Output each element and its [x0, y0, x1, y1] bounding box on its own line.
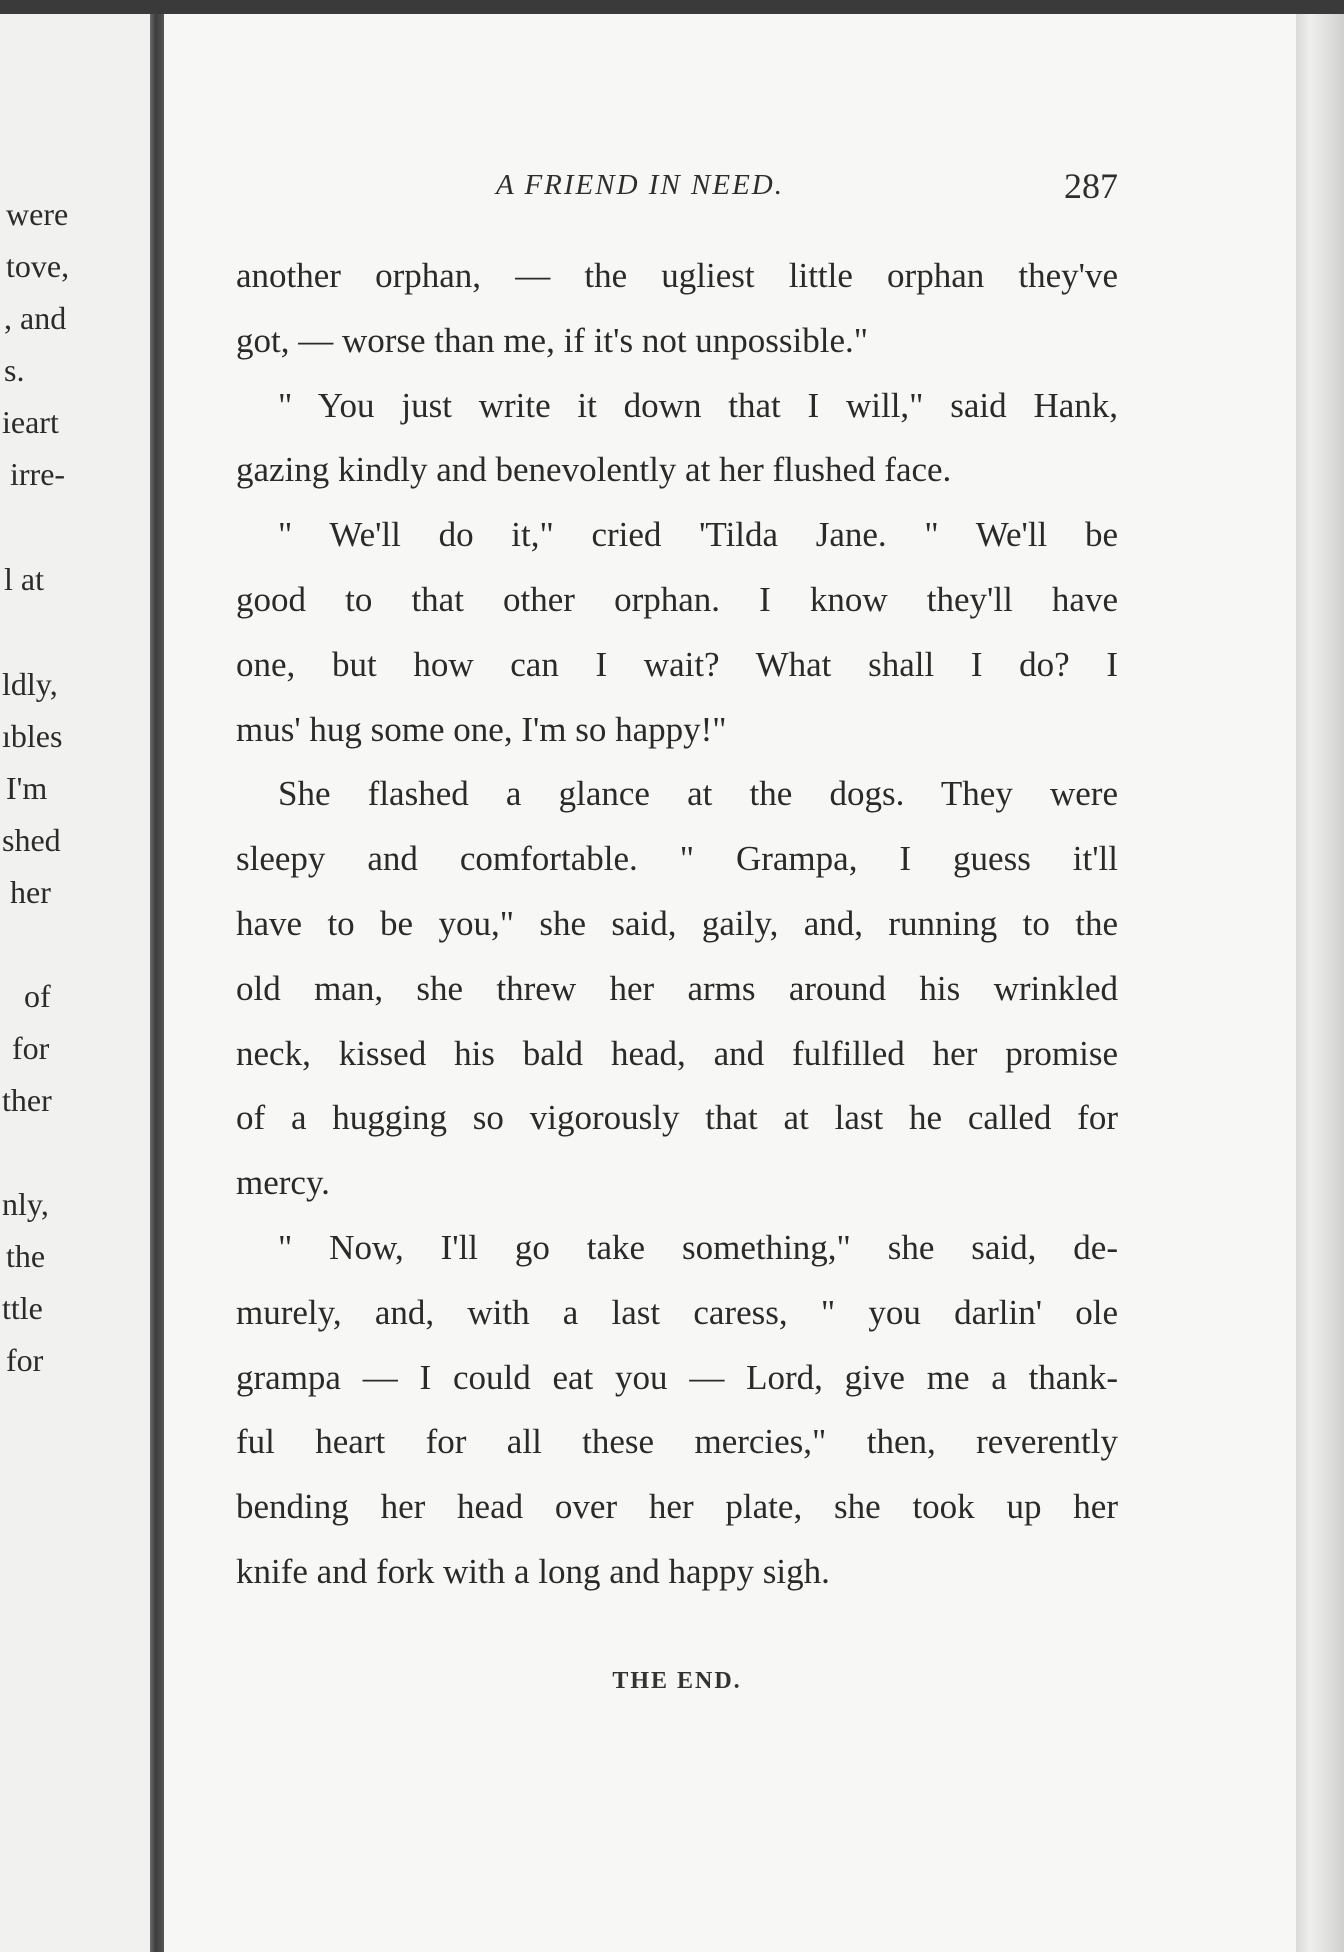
text-line: one, but how can I wait? What shall I do? I [236, 644, 1118, 684]
text-line: of a hugging so vigorously that at last he called for [236, 1098, 1118, 1138]
text-line: got, — worse than me, if it's not unpossible." [236, 320, 869, 360]
text-line: have to be you," she said, gaily, and, running to the [236, 903, 1118, 943]
text-line: mercy. [236, 1163, 330, 1203]
running-head-title: A FRIEND IN NEED. [496, 169, 784, 201]
facing-text: her [10, 874, 51, 910]
facing-text: of [24, 978, 51, 1014]
text-line: She flashed a glance at the dogs. They were [278, 774, 1118, 814]
facing-text: I'm [6, 770, 48, 806]
facing-text: nly, [2, 1186, 49, 1222]
facing-page-fragment [0, 14, 150, 1952]
facing-text: ldly, [2, 666, 58, 702]
scan-top-border [0, 0, 1344, 14]
facing-text: irre- [10, 456, 66, 492]
facing-text: for [12, 1030, 50, 1066]
text-line: " Now, I'll go take something," she said, de- [278, 1227, 1118, 1267]
facing-text: ther [2, 1082, 52, 1118]
page-number: 287 [1064, 166, 1118, 206]
text-line: bending her head over her plate, she took up her [236, 1487, 1118, 1527]
facing-text: , and [4, 300, 67, 336]
text-line: old man, she threw her arms around his wrinkled [236, 968, 1118, 1008]
facing-text: ıbles [2, 718, 63, 754]
running-head [236, 165, 1118, 213]
text-line: another orphan, — the ugliest little orphan they've [236, 256, 1118, 295]
facing-text: tove, [6, 248, 70, 284]
text-line: gazing kindly and benevolently at her flushed face. [236, 450, 952, 490]
book-gutter [150, 14, 164, 1952]
text-line: neck, kissed his bald head, and fulfilled her promise [236, 1033, 1118, 1073]
facing-text: were [6, 196, 69, 232]
the-end: THE END. [612, 1668, 742, 1694]
text-line: sleepy and comfortable. " Grampa, I guess it'll [236, 839, 1118, 879]
facing-text: ieart [2, 404, 59, 440]
facing-text: ttle [2, 1290, 43, 1326]
text-line: good to that other orphan. I know they'll have [236, 579, 1118, 619]
body-text [236, 244, 1118, 1605]
text-line: murely, and, with a last caress, " you darlin' ole [236, 1292, 1118, 1332]
text-line: " We'll do it," cried 'Tilda Jane. " We'll be [278, 515, 1118, 555]
page-edges [1296, 14, 1344, 1952]
facing-text: for [6, 1342, 44, 1378]
facing-text: shed [2, 822, 61, 858]
facing-text: s. [4, 352, 25, 388]
text-line: mus' hug some one, I'm so happy!" [236, 709, 727, 749]
facing-text: the [6, 1238, 46, 1274]
text-line: " You just write it down that I will," said Hank, [278, 385, 1118, 425]
facing-text: l at [4, 561, 44, 597]
text-line: knife and fork with a long and happy sigh. [236, 1551, 830, 1591]
text-line: grampa — I could eat you — Lord, give me a thank- [236, 1357, 1118, 1397]
text-line: ful heart for all these mercies," then, reverently [236, 1422, 1118, 1462]
